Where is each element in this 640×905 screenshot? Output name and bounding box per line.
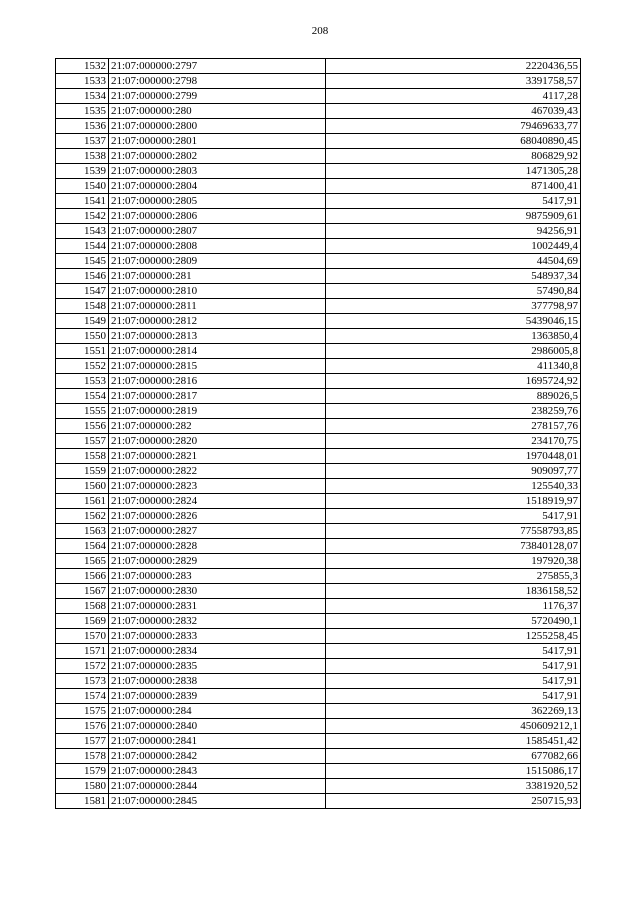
row-number-cell: 1541 bbox=[56, 194, 109, 209]
table-row bbox=[56, 794, 581, 809]
table-row bbox=[56, 104, 581, 119]
row-number-cell: 1563 bbox=[56, 524, 109, 539]
value-cell: 1518919,97 bbox=[326, 494, 581, 509]
value-cell: 197920,38 bbox=[326, 554, 581, 569]
cadastral-number-cell: 21:07:000000:283 bbox=[109, 569, 326, 584]
value-cell: 94256,91 bbox=[326, 224, 581, 239]
value-cell: 5417,91 bbox=[326, 509, 581, 524]
table-row bbox=[56, 179, 581, 194]
value-cell: 5417,91 bbox=[326, 659, 581, 674]
row-number-cell: 1567 bbox=[56, 584, 109, 599]
cadastral-number-cell: 21:07:000000:2815 bbox=[109, 359, 326, 374]
cadastral-number-cell: 21:07:000000:2841 bbox=[109, 734, 326, 749]
cadastral-number-cell: 21:07:000000:2829 bbox=[109, 554, 326, 569]
table-row bbox=[56, 539, 581, 554]
value-cell: 450609212,1 bbox=[326, 719, 581, 734]
page-number: 208 bbox=[311, 25, 329, 37]
cadastral-number-cell: 21:07:000000:2800 bbox=[109, 119, 326, 134]
cadastral-number-cell: 21:07:000000:2809 bbox=[109, 254, 326, 269]
row-number-cell: 1555 bbox=[56, 404, 109, 419]
table-row bbox=[56, 719, 581, 734]
table-row bbox=[56, 629, 581, 644]
cadastral-number-cell: 21:07:000000:2819 bbox=[109, 404, 326, 419]
row-number-cell: 1560 bbox=[56, 479, 109, 494]
value-cell: 1515086,17 bbox=[326, 764, 581, 779]
value-cell: 2986005,8 bbox=[326, 344, 581, 359]
cadastral-number-cell: 21:07:000000:2830 bbox=[109, 584, 326, 599]
value-cell: 2220436,55 bbox=[326, 59, 581, 74]
row-number-cell: 1574 bbox=[56, 689, 109, 704]
value-cell: 238259,76 bbox=[326, 404, 581, 419]
cadastral-number-cell: 21:07:000000:2813 bbox=[109, 329, 326, 344]
row-number-cell: 1533 bbox=[56, 74, 109, 89]
table-row bbox=[56, 209, 581, 224]
table-row bbox=[56, 554, 581, 569]
value-cell: 4117,28 bbox=[326, 89, 581, 104]
value-cell: 1255258,45 bbox=[326, 629, 581, 644]
table-row bbox=[56, 404, 581, 419]
value-cell: 806829,92 bbox=[326, 149, 581, 164]
cadastral-number-cell: 21:07:000000:2805 bbox=[109, 194, 326, 209]
value-cell: 909097,77 bbox=[326, 464, 581, 479]
row-number-cell: 1558 bbox=[56, 449, 109, 464]
row-number-cell: 1537 bbox=[56, 134, 109, 149]
cadastral-number-cell: 21:07:000000:2834 bbox=[109, 644, 326, 659]
value-cell: 77558793,85 bbox=[326, 524, 581, 539]
table-row bbox=[56, 314, 581, 329]
row-number-cell: 1571 bbox=[56, 644, 109, 659]
cadastral-number-cell: 21:07:000000:2797 bbox=[109, 59, 326, 74]
row-number-cell: 1534 bbox=[56, 89, 109, 104]
cadastral-number-cell: 21:07:000000:2833 bbox=[109, 629, 326, 644]
cadastral-number-cell: 21:07:000000:2816 bbox=[109, 374, 326, 389]
cadastral-number-cell: 21:07:000000:2838 bbox=[109, 674, 326, 689]
cadastral-number-cell: 21:07:000000:2844 bbox=[109, 779, 326, 794]
table-row bbox=[56, 419, 581, 434]
row-number-cell: 1546 bbox=[56, 269, 109, 284]
table-row bbox=[56, 479, 581, 494]
cadastral-number-cell: 21:07:000000:2823 bbox=[109, 479, 326, 494]
table-row bbox=[56, 344, 581, 359]
value-cell: 44504,69 bbox=[326, 254, 581, 269]
cadastral-number-cell: 21:07:000000:2820 bbox=[109, 434, 326, 449]
row-number-cell: 1579 bbox=[56, 764, 109, 779]
cadastral-number-cell: 21:07:000000:2824 bbox=[109, 494, 326, 509]
row-number-cell: 1535 bbox=[56, 104, 109, 119]
cadastral-number-cell: 21:07:000000:2839 bbox=[109, 689, 326, 704]
value-cell: 5417,91 bbox=[326, 194, 581, 209]
table-row bbox=[56, 149, 581, 164]
value-cell: 5417,91 bbox=[326, 644, 581, 659]
value-cell: 362269,13 bbox=[326, 704, 581, 719]
value-cell: 250715,93 bbox=[326, 794, 581, 809]
cadastral-number-cell: 21:07:000000:2808 bbox=[109, 239, 326, 254]
table-row bbox=[56, 494, 581, 509]
table-row bbox=[56, 299, 581, 314]
table-row bbox=[56, 599, 581, 614]
row-number-cell: 1572 bbox=[56, 659, 109, 674]
value-cell: 889026,5 bbox=[326, 389, 581, 404]
row-number-cell: 1562 bbox=[56, 509, 109, 524]
value-cell: 1471305,28 bbox=[326, 164, 581, 179]
row-number-cell: 1575 bbox=[56, 704, 109, 719]
row-number-cell: 1561 bbox=[56, 494, 109, 509]
table-row bbox=[56, 224, 581, 239]
row-number-cell: 1550 bbox=[56, 329, 109, 344]
table-row bbox=[56, 89, 581, 104]
row-number-cell: 1554 bbox=[56, 389, 109, 404]
table-row bbox=[56, 164, 581, 179]
value-cell: 3391758,57 bbox=[326, 74, 581, 89]
table-row bbox=[56, 704, 581, 719]
value-cell: 275855,3 bbox=[326, 569, 581, 584]
table-row bbox=[56, 659, 581, 674]
registry-table-body bbox=[56, 59, 581, 809]
row-number-cell: 1578 bbox=[56, 749, 109, 764]
row-number-cell: 1581 bbox=[56, 794, 109, 809]
cadastral-number-cell: 21:07:000000:2803 bbox=[109, 164, 326, 179]
cadastral-number-cell: 21:07:000000:2799 bbox=[109, 89, 326, 104]
table-row bbox=[56, 269, 581, 284]
cadastral-number-cell: 21:07:000000:2845 bbox=[109, 794, 326, 809]
cadastral-number-cell: 21:07:000000:2831 bbox=[109, 599, 326, 614]
row-number-cell: 1566 bbox=[56, 569, 109, 584]
cadastral-number-cell: 21:07:000000:2817 bbox=[109, 389, 326, 404]
value-cell: 57490,84 bbox=[326, 284, 581, 299]
value-cell: 411340,8 bbox=[326, 359, 581, 374]
cadastral-number-cell: 21:07:000000:2811 bbox=[109, 299, 326, 314]
value-cell: 871400,41 bbox=[326, 179, 581, 194]
value-cell: 5720490,1 bbox=[326, 614, 581, 629]
row-number-cell: 1549 bbox=[56, 314, 109, 329]
cadastral-number-cell: 21:07:000000:2821 bbox=[109, 449, 326, 464]
value-cell: 1002449,4 bbox=[326, 239, 581, 254]
row-number-cell: 1576 bbox=[56, 719, 109, 734]
row-number-cell: 1539 bbox=[56, 164, 109, 179]
registry-table bbox=[55, 58, 581, 809]
row-number-cell: 1556 bbox=[56, 419, 109, 434]
row-number-cell: 1542 bbox=[56, 209, 109, 224]
table-row bbox=[56, 119, 581, 134]
table-row bbox=[56, 194, 581, 209]
cadastral-number-cell: 21:07:000000:2832 bbox=[109, 614, 326, 629]
row-number-cell: 1538 bbox=[56, 149, 109, 164]
value-cell: 677082,66 bbox=[326, 749, 581, 764]
table-row bbox=[56, 449, 581, 464]
table-row bbox=[56, 284, 581, 299]
row-number-cell: 1573 bbox=[56, 674, 109, 689]
cadastral-number-cell: 21:07:000000:2810 bbox=[109, 284, 326, 299]
value-cell: 5417,91 bbox=[326, 674, 581, 689]
table-row bbox=[56, 779, 581, 794]
value-cell: 1695724,92 bbox=[326, 374, 581, 389]
row-number-cell: 1570 bbox=[56, 629, 109, 644]
row-number-cell: 1557 bbox=[56, 434, 109, 449]
cadastral-number-cell: 21:07:000000:2798 bbox=[109, 74, 326, 89]
cadastral-number-cell: 21:07:000000:2826 bbox=[109, 509, 326, 524]
table-row bbox=[56, 674, 581, 689]
table-row bbox=[56, 689, 581, 704]
cadastral-number-cell: 21:07:000000:2840 bbox=[109, 719, 326, 734]
table-row bbox=[56, 59, 581, 74]
value-cell: 5417,91 bbox=[326, 689, 581, 704]
table-row bbox=[56, 389, 581, 404]
table-row bbox=[56, 254, 581, 269]
table-row bbox=[56, 524, 581, 539]
table-row bbox=[56, 644, 581, 659]
cadastral-number-cell: 21:07:000000:2802 bbox=[109, 149, 326, 164]
cadastral-number-cell: 21:07:000000:2801 bbox=[109, 134, 326, 149]
row-number-cell: 1543 bbox=[56, 224, 109, 239]
cadastral-number-cell: 21:07:000000:2814 bbox=[109, 344, 326, 359]
row-number-cell: 1540 bbox=[56, 179, 109, 194]
table-row bbox=[56, 509, 581, 524]
row-number-cell: 1565 bbox=[56, 554, 109, 569]
cadastral-number-cell: 21:07:000000:2804 bbox=[109, 179, 326, 194]
row-number-cell: 1544 bbox=[56, 239, 109, 254]
table-row bbox=[56, 734, 581, 749]
table-row bbox=[56, 374, 581, 389]
table-row bbox=[56, 74, 581, 89]
table-row bbox=[56, 329, 581, 344]
cadastral-number-cell: 21:07:000000:284 bbox=[109, 704, 326, 719]
row-number-cell: 1568 bbox=[56, 599, 109, 614]
cadastral-number-cell: 21:07:000000:2843 bbox=[109, 764, 326, 779]
value-cell: 1176,37 bbox=[326, 599, 581, 614]
value-cell: 3381920,52 bbox=[326, 779, 581, 794]
row-number-cell: 1552 bbox=[56, 359, 109, 374]
row-number-cell: 1532 bbox=[56, 59, 109, 74]
row-number-cell: 1577 bbox=[56, 734, 109, 749]
table-row bbox=[56, 749, 581, 764]
table-row bbox=[56, 464, 581, 479]
value-cell: 73840128,07 bbox=[326, 539, 581, 554]
cadastral-number-cell: 21:07:000000:2827 bbox=[109, 524, 326, 539]
value-cell: 5439046,15 bbox=[326, 314, 581, 329]
value-cell: 1970448,01 bbox=[326, 449, 581, 464]
cadastral-number-cell: 21:07:000000:280 bbox=[109, 104, 326, 119]
table-row bbox=[56, 134, 581, 149]
row-number-cell: 1547 bbox=[56, 284, 109, 299]
row-number-cell: 1580 bbox=[56, 779, 109, 794]
table-row bbox=[56, 584, 581, 599]
table-row bbox=[56, 764, 581, 779]
cadastral-number-cell: 21:07:000000:2806 bbox=[109, 209, 326, 224]
row-number-cell: 1548 bbox=[56, 299, 109, 314]
value-cell: 234170,75 bbox=[326, 434, 581, 449]
cadastral-number-cell: 21:07:000000:2822 bbox=[109, 464, 326, 479]
row-number-cell: 1551 bbox=[56, 344, 109, 359]
row-number-cell: 1564 bbox=[56, 539, 109, 554]
row-number-cell: 1545 bbox=[56, 254, 109, 269]
table-row bbox=[56, 569, 581, 584]
table-row bbox=[56, 614, 581, 629]
value-cell: 125540,33 bbox=[326, 479, 581, 494]
value-cell: 9875909,61 bbox=[326, 209, 581, 224]
cadastral-number-cell: 21:07:000000:2835 bbox=[109, 659, 326, 674]
row-number-cell: 1559 bbox=[56, 464, 109, 479]
value-cell: 377798,97 bbox=[326, 299, 581, 314]
cadastral-number-cell: 21:07:000000:2842 bbox=[109, 749, 326, 764]
value-cell: 1363850,4 bbox=[326, 329, 581, 344]
value-cell: 278157,76 bbox=[326, 419, 581, 434]
value-cell: 68040890,45 bbox=[326, 134, 581, 149]
table-row bbox=[56, 359, 581, 374]
table-row bbox=[56, 239, 581, 254]
row-number-cell: 1536 bbox=[56, 119, 109, 134]
value-cell: 1585451,42 bbox=[326, 734, 581, 749]
row-number-cell: 1569 bbox=[56, 614, 109, 629]
value-cell: 79469633,77 bbox=[326, 119, 581, 134]
row-number-cell: 1553 bbox=[56, 374, 109, 389]
value-cell: 1836158,52 bbox=[326, 584, 581, 599]
value-cell: 548937,34 bbox=[326, 269, 581, 284]
cadastral-number-cell: 21:07:000000:2828 bbox=[109, 539, 326, 554]
table-row bbox=[56, 434, 581, 449]
cadastral-number-cell: 21:07:000000:2812 bbox=[109, 314, 326, 329]
cadastral-number-cell: 21:07:000000:2807 bbox=[109, 224, 326, 239]
cadastral-number-cell: 21:07:000000:281 bbox=[109, 269, 326, 284]
value-cell: 467039,43 bbox=[326, 104, 581, 119]
cadastral-number-cell: 21:07:000000:282 bbox=[109, 419, 326, 434]
